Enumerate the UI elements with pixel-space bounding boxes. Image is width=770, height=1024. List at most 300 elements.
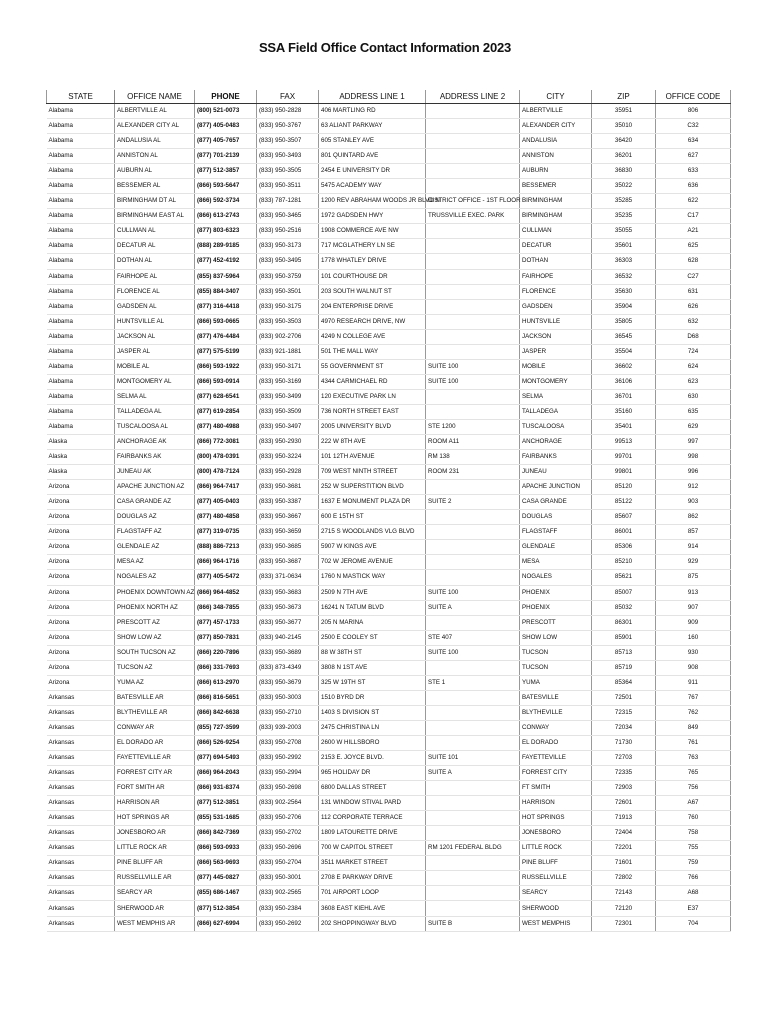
table-row [47, 164, 731, 179]
address-line-2-cell: ROOM 231 [426, 465, 520, 480]
fax-cell: (833) 950-3224 [257, 450, 319, 465]
fax-cell: (833) 950-2710 [257, 705, 319, 720]
office-code-cell: 998 [656, 450, 731, 465]
address-line-2-cell: STE 1200 [426, 419, 520, 434]
fax-cell: (833) 950-3175 [257, 299, 319, 314]
office-code-cell: 629 [656, 419, 731, 434]
fax-cell: (833) 921-1881 [257, 344, 319, 359]
office-code-cell: 767 [656, 690, 731, 705]
address-line-1-cell: 1972 GADSDEN HWY [319, 209, 426, 224]
office-code-cell: A21 [656, 224, 731, 239]
state-cell: Alabama [47, 389, 115, 404]
address-line-2-cell: SUITE B [426, 916, 520, 931]
fax-cell: (833) 950-3387 [257, 495, 319, 510]
city-cell: JONESBORO [520, 826, 592, 841]
table-row [47, 389, 731, 404]
address-line-2-cell [426, 720, 520, 735]
phone-cell: (877) 575-5199 [195, 344, 257, 359]
state-cell: Arkansas [47, 916, 115, 931]
city-cell: AUBURN [520, 164, 592, 179]
state-cell: Arkansas [47, 856, 115, 871]
table-row [47, 510, 731, 525]
office-code-cell: A68 [656, 886, 731, 901]
zip-cell: 72315 [592, 705, 656, 720]
address-line-2-cell [426, 119, 520, 134]
address-line-2-cell: ROOM A11 [426, 435, 520, 450]
city-cell: TUCSON [520, 660, 592, 675]
office-name-cell: HARRISON AR [115, 796, 195, 811]
address-line-1-cell: 1403 S DIVISION ST [319, 705, 426, 720]
header-office-name: OFFICE NAME [115, 90, 195, 104]
city-cell: SELMA [520, 389, 592, 404]
office-name-cell: FORREST CITY AR [115, 766, 195, 781]
address-line-1-cell: 1510 BYRD DR [319, 690, 426, 705]
zip-cell: 35630 [592, 284, 656, 299]
city-cell: DOTHAN [520, 254, 592, 269]
office-name-cell: GADSDEN AL [115, 299, 195, 314]
state-cell: Arizona [47, 645, 115, 660]
table-row [47, 495, 731, 510]
phone-cell: (866) 526-9254 [195, 735, 257, 750]
state-cell: Arizona [47, 555, 115, 570]
table-row [47, 435, 731, 450]
header-state: STATE [47, 90, 115, 104]
office-code-cell: 763 [656, 751, 731, 766]
address-line-1-cell: 600 E 15TH ST [319, 510, 426, 525]
phone-cell: (800) 521-0073 [195, 104, 257, 119]
table-row [47, 660, 731, 675]
phone-cell: (866) 592-3734 [195, 194, 257, 209]
office-name-cell: EL DORADO AR [115, 735, 195, 750]
office-code-cell: 624 [656, 359, 731, 374]
address-line-2-cell [426, 269, 520, 284]
fax-cell: (833) 950-3659 [257, 525, 319, 540]
office-code-cell: D68 [656, 329, 731, 344]
address-line-1-cell: 101 12TH AVENUE [319, 450, 426, 465]
office-name-cell: SHOW LOW AZ [115, 630, 195, 645]
table-row [47, 134, 731, 149]
zip-cell: 72143 [592, 886, 656, 901]
state-cell: Arkansas [47, 826, 115, 841]
address-line-2-cell [426, 314, 520, 329]
fax-cell: (833) 950-2704 [257, 856, 319, 871]
state-cell: Arizona [47, 540, 115, 555]
office-name-cell: PHOENIX NORTH AZ [115, 600, 195, 615]
city-cell: SHOW LOW [520, 630, 592, 645]
fax-cell: (833) 950-3501 [257, 284, 319, 299]
office-code-cell: 911 [656, 675, 731, 690]
header-zip: ZIP [592, 90, 656, 104]
city-cell: CASA GRANDE [520, 495, 592, 510]
phone-cell: (877) 319-0735 [195, 525, 257, 540]
phone-cell: (855) 686-1467 [195, 886, 257, 901]
office-name-cell: MONTGOMERY AL [115, 374, 195, 389]
state-cell: Alabama [47, 359, 115, 374]
address-line-1-cell: 101 COURTHOUSE DR [319, 269, 426, 284]
office-code-cell: C27 [656, 269, 731, 284]
state-cell: Arizona [47, 570, 115, 585]
address-line-2-cell [426, 224, 520, 239]
zip-cell: 35904 [592, 299, 656, 314]
office-code-cell: C32 [656, 119, 731, 134]
address-line-2-cell [426, 510, 520, 525]
table-row [47, 329, 731, 344]
city-cell: FAYETTEVILLE [520, 751, 592, 766]
table-row [47, 555, 731, 570]
address-line-1-cell: 204 ENTERPRISE DRIVE [319, 299, 426, 314]
phone-cell: (877) 850-7831 [195, 630, 257, 645]
state-cell: Arizona [47, 480, 115, 495]
contact-table [46, 90, 731, 932]
phone-cell: (855) 727-3599 [195, 720, 257, 735]
office-code-cell: 762 [656, 705, 731, 720]
office-code-cell: 760 [656, 811, 731, 826]
fax-cell: (833) 950-2992 [257, 751, 319, 766]
office-name-cell: BLYTHEVILLE AR [115, 705, 195, 720]
fax-cell: (833) 950-3493 [257, 149, 319, 164]
zip-cell: 36420 [592, 134, 656, 149]
zip-cell: 71913 [592, 811, 656, 826]
phone-cell: (877) 619-2854 [195, 404, 257, 419]
address-line-2-cell [426, 796, 520, 811]
table-row [47, 720, 731, 735]
address-line-2-cell [426, 329, 520, 344]
city-cell: MOBILE [520, 359, 592, 374]
zip-cell: 72335 [592, 766, 656, 781]
table-row [47, 239, 731, 254]
zip-cell: 36545 [592, 329, 656, 344]
zip-cell: 36701 [592, 389, 656, 404]
office-code-cell: 756 [656, 781, 731, 796]
table-row [47, 299, 731, 314]
address-line-1-cell: 605 STANLEY AVE [319, 134, 426, 149]
fax-cell: (833) 950-3495 [257, 254, 319, 269]
address-line-2-cell [426, 404, 520, 419]
table-row [47, 901, 731, 916]
page-title: SSA Field Office Contact Information 2023 [258, 40, 512, 55]
phone-cell: (866) 964-4852 [195, 585, 257, 600]
address-line-2-cell: RM 138 [426, 450, 520, 465]
table-row [47, 570, 731, 585]
city-cell: ANCHORAGE [520, 435, 592, 450]
office-name-cell: ANCHORAGE AK [115, 435, 195, 450]
office-name-cell: CONWAY AR [115, 720, 195, 735]
phone-cell: (877) 628-6541 [195, 389, 257, 404]
city-cell: HUNTSVILLE [520, 314, 592, 329]
zip-cell: 36303 [592, 254, 656, 269]
table-row [47, 404, 731, 419]
table-row [47, 269, 731, 284]
office-name-cell: FAIRBANKS AK [115, 450, 195, 465]
fax-cell: (833) 950-2928 [257, 465, 319, 480]
table-row [47, 811, 731, 826]
table-row [47, 284, 731, 299]
city-cell: FLAGSTAFF [520, 525, 592, 540]
zip-cell: 71601 [592, 856, 656, 871]
address-line-2-cell [426, 480, 520, 495]
zip-cell: 35401 [592, 419, 656, 434]
table-row [47, 600, 731, 615]
phone-cell: (877) 405-0483 [195, 119, 257, 134]
table-row [47, 705, 731, 720]
address-line-1-cell: 700 W CAPITOL STREET [319, 841, 426, 856]
address-line-2-cell [426, 344, 520, 359]
address-line-2-cell [426, 705, 520, 720]
table-row [47, 690, 731, 705]
table-row [47, 781, 731, 796]
city-cell: WEST MEMPHIS [520, 916, 592, 931]
office-name-cell: FORT SMITH AR [115, 781, 195, 796]
phone-cell: (866) 593-0665 [195, 314, 257, 329]
address-line-2-cell [426, 660, 520, 675]
zip-cell: 71730 [592, 735, 656, 750]
table-row [47, 886, 731, 901]
header-city: CITY [520, 90, 592, 104]
fax-cell: (833) 950-2708 [257, 735, 319, 750]
address-line-2-cell [426, 179, 520, 194]
state-cell: Alabama [47, 119, 115, 134]
office-code-cell: 907 [656, 600, 731, 615]
office-code-cell: 761 [656, 735, 731, 750]
office-code-cell: 914 [656, 540, 731, 555]
address-line-1-cell: 717 MCGLATHERY LN SE [319, 239, 426, 254]
table-row [47, 344, 731, 359]
city-cell: MONTGOMERY [520, 374, 592, 389]
address-line-2-cell [426, 886, 520, 901]
fax-cell: (833) 950-3511 [257, 179, 319, 194]
office-code-cell: 755 [656, 841, 731, 856]
city-cell: NOGALES [520, 570, 592, 585]
zip-cell: 35951 [592, 104, 656, 119]
state-cell: Alabama [47, 209, 115, 224]
office-name-cell: TUCSON AZ [115, 660, 195, 675]
state-cell: Alabama [47, 344, 115, 359]
office-name-cell: APACHE JUNCTION AZ [115, 480, 195, 495]
fax-cell: (833) 950-2516 [257, 224, 319, 239]
phone-cell: (877) 694-5493 [195, 751, 257, 766]
city-cell: FAIRBANKS [520, 450, 592, 465]
state-cell: Arizona [47, 600, 115, 615]
state-cell: Alabama [47, 374, 115, 389]
fax-cell: (833) 950-3001 [257, 871, 319, 886]
address-line-1-cell: 2500 E COOLEY ST [319, 630, 426, 645]
address-line-1-cell: 1637 E MONUMENT PLAZA DR [319, 495, 426, 510]
office-code-cell: 622 [656, 194, 731, 209]
phone-cell: (877) 701-2139 [195, 149, 257, 164]
phone-cell: (877) 512-3851 [195, 796, 257, 811]
zip-cell: 99801 [592, 465, 656, 480]
office-name-cell: BIRMINGHAM DT AL [115, 194, 195, 209]
address-line-1-cell: 4970 RESEARCH DRIVE, NW [319, 314, 426, 329]
office-code-cell: 633 [656, 164, 731, 179]
fax-cell: (833) 873-4349 [257, 660, 319, 675]
office-code-cell: 766 [656, 871, 731, 886]
zip-cell: 35601 [592, 239, 656, 254]
address-line-2-cell [426, 149, 520, 164]
office-name-cell: TALLADEGA AL [115, 404, 195, 419]
phone-cell: (866) 613-2743 [195, 209, 257, 224]
fax-cell: (833) 940-2145 [257, 630, 319, 645]
office-code-cell: 160 [656, 630, 731, 645]
office-name-cell: JACKSON AL [115, 329, 195, 344]
office-name-cell: JUNEAU AK [115, 465, 195, 480]
zip-cell: 35160 [592, 404, 656, 419]
address-line-1-cell: 4344 CARMICHAEL RD [319, 374, 426, 389]
office-name-cell: FLORENCE AL [115, 284, 195, 299]
header-office-code: OFFICE CODE [656, 90, 731, 104]
city-cell: TUCSON [520, 645, 592, 660]
office-code-cell: 758 [656, 826, 731, 841]
address-line-1-cell: 801 QUINTARD AVE [319, 149, 426, 164]
office-name-cell: CULLMAN AL [115, 224, 195, 239]
fax-cell: (833) 950-3673 [257, 600, 319, 615]
office-code-cell: 996 [656, 465, 731, 480]
phone-cell: (877) 480-4858 [195, 510, 257, 525]
table-row [47, 119, 731, 134]
zip-cell: 35504 [592, 344, 656, 359]
state-cell: Alabama [47, 314, 115, 329]
fax-cell: (833) 950-3465 [257, 209, 319, 224]
zip-cell: 72703 [592, 751, 656, 766]
phone-cell: (877) 445-0827 [195, 871, 257, 886]
address-line-1-cell: 3511 MARKET STREET [319, 856, 426, 871]
state-cell: Arkansas [47, 811, 115, 826]
table-row [47, 104, 731, 119]
address-line-2-cell [426, 735, 520, 750]
office-code-cell: 724 [656, 344, 731, 359]
phone-cell: (866) 931-8374 [195, 781, 257, 796]
state-cell: Alabama [47, 164, 115, 179]
zip-cell: 35285 [592, 194, 656, 209]
address-line-2-cell: SUITE 100 [426, 645, 520, 660]
city-cell: YUMA [520, 675, 592, 690]
fax-cell: (833) 950-3169 [257, 374, 319, 389]
table-row [47, 314, 731, 329]
zip-cell: 85306 [592, 540, 656, 555]
office-code-cell: 627 [656, 149, 731, 164]
phone-cell: (866) 563-9693 [195, 856, 257, 871]
fax-cell: (833) 950-3503 [257, 314, 319, 329]
address-line-2-cell [426, 104, 520, 119]
fax-cell: (833) 950-3679 [257, 675, 319, 690]
office-code-cell: 623 [656, 374, 731, 389]
zip-cell: 72903 [592, 781, 656, 796]
state-cell: Arkansas [47, 886, 115, 901]
address-line-2-cell [426, 856, 520, 871]
city-cell: DECATUR [520, 239, 592, 254]
state-cell: Alabama [47, 419, 115, 434]
office-code-cell: E37 [656, 901, 731, 916]
address-line-1-cell: 63 ALIANT PARKWAY [319, 119, 426, 134]
office-name-cell: RUSSELLVILLE AR [115, 871, 195, 886]
fax-cell: (833) 950-3681 [257, 480, 319, 495]
phone-cell: (866) 331-7693 [195, 660, 257, 675]
table-row [47, 374, 731, 389]
phone-cell: (866) 348-7855 [195, 600, 257, 615]
zip-cell: 36106 [592, 374, 656, 389]
phone-cell: (877) 803-6323 [195, 224, 257, 239]
office-code-cell: 997 [656, 435, 731, 450]
phone-cell: (866) 593-1922 [195, 359, 257, 374]
city-cell: FT SMITH [520, 781, 592, 796]
office-code-cell: A67 [656, 796, 731, 811]
office-code-cell: 635 [656, 404, 731, 419]
phone-cell: (866) 964-2043 [195, 766, 257, 781]
table-row [47, 585, 731, 600]
phone-cell: (855) 884-3407 [195, 284, 257, 299]
office-name-cell: PINE BLUFF AR [115, 856, 195, 871]
office-name-cell: MESA AZ [115, 555, 195, 570]
state-cell: Alabama [47, 254, 115, 269]
address-line-1-cell: 205 N MARINA [319, 615, 426, 630]
state-cell: Arkansas [47, 705, 115, 720]
city-cell: JASPER [520, 344, 592, 359]
phone-cell: (877) 452-4192 [195, 254, 257, 269]
address-line-1-cell: 112 CORPORATE TERRACE [319, 811, 426, 826]
state-cell: Arkansas [47, 841, 115, 856]
zip-cell: 35022 [592, 179, 656, 194]
state-cell: Arkansas [47, 690, 115, 705]
table-row [47, 194, 731, 209]
phone-cell: (866) 842-7369 [195, 826, 257, 841]
address-line-1-cell: 736 NORTH STREET EAST [319, 404, 426, 419]
office-name-cell: ALBERTVILLE AL [115, 104, 195, 119]
fax-cell: (833) 950-2930 [257, 435, 319, 450]
office-name-cell: BESSEMER AL [115, 179, 195, 194]
fax-cell: (833) 939-2003 [257, 720, 319, 735]
phone-cell: (877) 512-3854 [195, 901, 257, 916]
office-name-cell: CASA GRANDE AZ [115, 495, 195, 510]
state-cell: Arkansas [47, 796, 115, 811]
phone-cell: (866) 593-0933 [195, 841, 257, 856]
header-phone: PHONE [195, 90, 257, 104]
table-row [47, 359, 731, 374]
office-code-cell: 875 [656, 570, 731, 585]
address-line-1-cell: 4249 N COLLEGE AVE [319, 329, 426, 344]
zip-cell: 36830 [592, 164, 656, 179]
header-address-line-2: ADDRESS LINE 2 [426, 90, 520, 104]
address-line-1-cell: 2715 S WOODLANDS VLG BLVD [319, 525, 426, 540]
table-row [47, 630, 731, 645]
address-line-2-cell [426, 239, 520, 254]
office-name-cell: DECATUR AL [115, 239, 195, 254]
address-line-1-cell: 702 W JEROME AVENUE [319, 555, 426, 570]
office-code-cell: 626 [656, 299, 731, 314]
fax-cell: (833) 950-3689 [257, 645, 319, 660]
state-cell: Alabama [47, 299, 115, 314]
address-line-2-cell [426, 284, 520, 299]
address-line-2-cell: STE 407 [426, 630, 520, 645]
zip-cell: 85607 [592, 510, 656, 525]
zip-cell: 86301 [592, 615, 656, 630]
address-line-1-cell: 2509 N 7TH AVE [319, 585, 426, 600]
table-row [47, 916, 731, 931]
address-line-2-cell [426, 134, 520, 149]
office-code-cell: 631 [656, 284, 731, 299]
table-row [47, 224, 731, 239]
city-cell: GLENDALE [520, 540, 592, 555]
fax-cell: (833) 950-3687 [257, 555, 319, 570]
zip-cell: 35235 [592, 209, 656, 224]
address-line-1-cell: 965 HOLIDAY DR [319, 766, 426, 781]
address-line-1-cell: 55 GOVERNMENT ST [319, 359, 426, 374]
city-cell: BLYTHEVILLE [520, 705, 592, 720]
fax-cell: (833) 950-2702 [257, 826, 319, 841]
address-line-2-cell [426, 781, 520, 796]
table-row [47, 856, 731, 871]
city-cell: PHOENIX [520, 600, 592, 615]
address-line-1-cell: 5907 W KINGS AVE [319, 540, 426, 555]
